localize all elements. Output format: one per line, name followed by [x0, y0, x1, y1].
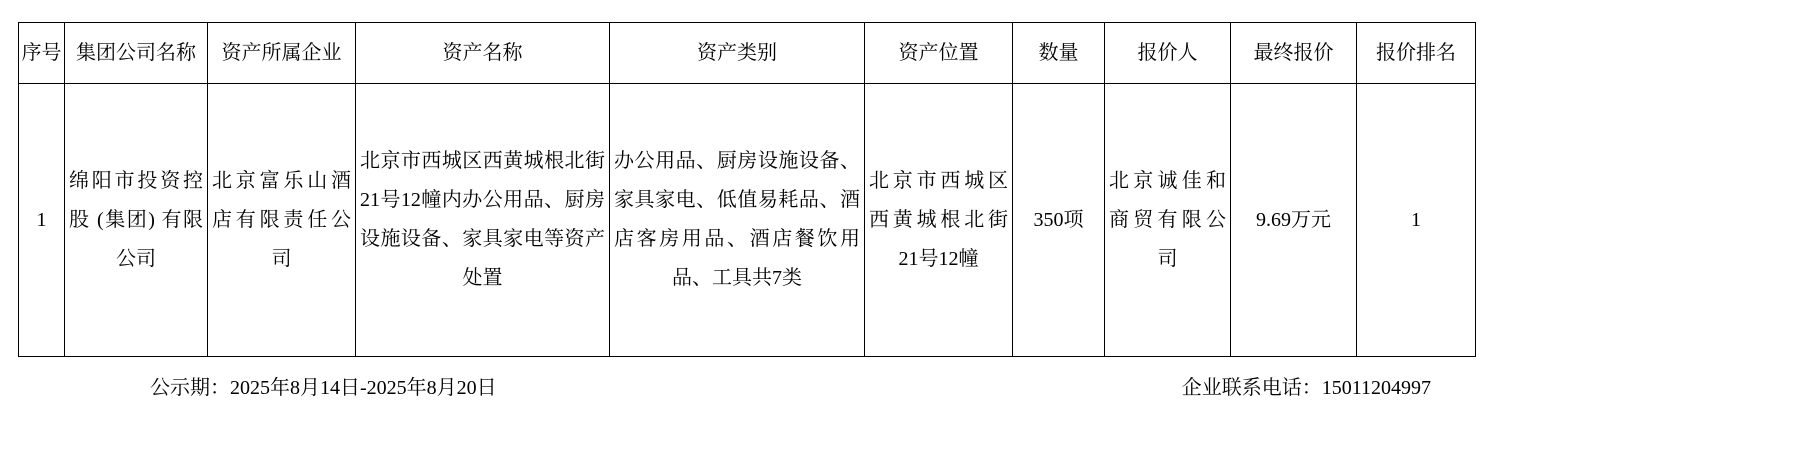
cell-price-rank [1357, 84, 1476, 357]
column-header-asset-location: 资产位置 [865, 23, 1013, 84]
contact-phone: 企业联系电话：15011204997 [1181, 376, 1431, 399]
cell-bidder-text: 北京诚佳和商贸有限公司 [1109, 169, 1226, 270]
column-header-final-price: 最终报价 [1231, 23, 1357, 84]
disclosure-period: 公示期：2025年8月14日-2025年8月20日 [150, 376, 497, 399]
column-header-asset-entity: 资产所属企业 [208, 23, 356, 84]
cell-final-price-text: 9.69万元 [1256, 208, 1331, 231]
cell-price-rank-text: 1 [1411, 208, 1421, 231]
cell-bidder [1105, 84, 1231, 357]
cell-asset-location-text: 北京市西城区西黄城根北街21号12幢 [869, 169, 1008, 270]
cell-asset-category-text: 办公用品、厨房设施设备、家具家电、低值易耗品、酒店客房用品、酒店餐饮用品、工具共7类 [614, 150, 860, 289]
cell-final-price [1231, 84, 1357, 357]
column-header-quantity: 数量 [1013, 23, 1105, 84]
cell-asset-entity [208, 84, 356, 357]
cell-asset-name-text: 北京市西城区西黄城根北街21号12幢内办公用品、厨房设施设备、家具家电等资产处置 [360, 150, 605, 289]
table-row [19, 84, 1476, 357]
cell-quantity-text: 350项 [1033, 208, 1084, 231]
cell-no [19, 84, 65, 357]
table-header-row [19, 23, 1476, 84]
footer [18, 360, 1475, 410]
cell-group-company-text: 绵阳市投资控股 (集团) 有限公司 [69, 169, 203, 270]
cell-group-company [65, 84, 208, 357]
column-header-bidder: 报价人 [1105, 23, 1231, 84]
cell-asset-location [865, 84, 1013, 357]
cell-quantity [1013, 84, 1105, 357]
cell-no-text: 1 [36, 208, 47, 231]
cell-asset-entity-text: 北京富乐山酒店有限责任公司 [212, 169, 351, 270]
column-header-group-company: 集团公司名称 [65, 23, 208, 84]
column-header-price-rank: 报价排名 [1357, 23, 1476, 84]
cell-asset-name [356, 84, 610, 357]
cell-asset-category [610, 84, 865, 357]
asset-disclosure-table [18, 22, 1476, 357]
column-header-asset-name: 资产名称 [356, 23, 610, 84]
column-header-asset-category: 资产类别 [610, 23, 865, 84]
column-header-no: 序号 [19, 23, 65, 84]
